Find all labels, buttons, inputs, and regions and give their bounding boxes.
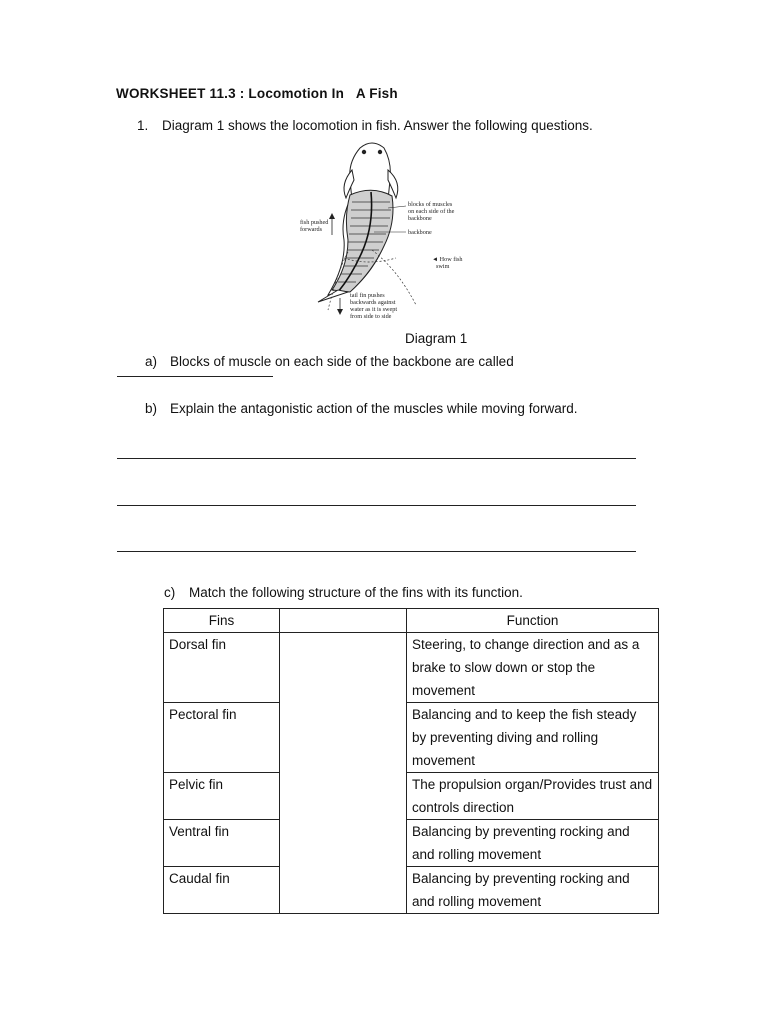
question-c-label: c): [164, 585, 176, 600]
match-area[interactable]: [280, 820, 407, 867]
label-pushed-1: fish pushed: [300, 219, 329, 226]
question-a: [145, 354, 514, 369]
question-1: [137, 118, 593, 133]
fin-name: Ventral fin: [164, 820, 280, 867]
fin-function: Balancing and to keep the fish steady by preventing diving and rolling movement: [407, 703, 659, 773]
table-row: [164, 633, 659, 703]
fish-eye-right: [378, 150, 382, 154]
header-function: Function: [407, 609, 659, 633]
fin-name: Caudal fin: [164, 867, 280, 914]
fin-name: Pectoral fin: [164, 703, 280, 773]
fin-function: Balancing by preventing rocking and and rolling movement: [407, 867, 659, 914]
table-row: [164, 867, 659, 914]
question-c-text: Match the following structure of the fins with its function.: [189, 585, 523, 600]
fin-name: Pelvic fin: [164, 773, 280, 820]
match-area[interactable]: [280, 773, 407, 820]
label-backbone: backbone: [408, 229, 432, 236]
muscle-blocks: [332, 190, 393, 292]
label-blocks-2: on each side of the: [408, 208, 455, 215]
match-area[interactable]: [280, 703, 407, 773]
backward-arrow-head: [337, 309, 343, 315]
forward-arrow-head: [329, 213, 335, 219]
table-row: [164, 773, 659, 820]
fin-function: Balancing by preventing rocking and and rolling movement: [407, 820, 659, 867]
label-tail-4: from side to side: [350, 313, 392, 320]
question-1-text: Diagram 1 shows the locomotion in fish. Answer the following questions.: [162, 118, 593, 133]
label-tail-3: water as it is swept: [350, 306, 398, 313]
header-blank: [280, 609, 407, 633]
question-b-label: b): [145, 401, 158, 416]
table-header-row: [164, 609, 659, 633]
tail-fin: [318, 290, 348, 302]
fin-function: Steering, to change direction and as a brake to slow down or stop the movement: [407, 633, 659, 703]
question-a-label: a): [145, 354, 158, 369]
match-area[interactable]: [280, 633, 407, 703]
match-area[interactable]: [280, 867, 407, 914]
label-tail-1: tail fin pushes: [350, 292, 385, 299]
question-c: [164, 585, 523, 600]
answer-line-b-3[interactable]: [117, 551, 636, 552]
diagram-caption: Diagram 1: [405, 331, 468, 346]
label-swim-1: ◄ How fish: [432, 256, 463, 263]
fish-locomotion-diagram: [288, 140, 478, 325]
label-pushed-2: forwards: [300, 226, 322, 233]
table-row: [164, 820, 659, 867]
right-pectoral-fin: [388, 170, 398, 198]
answer-line-b-2[interactable]: [117, 505, 636, 506]
label-blocks-1: blocks of muscles: [408, 201, 453, 208]
label-swim-2: swim: [436, 263, 450, 270]
fish-eye-left: [362, 150, 366, 154]
answer-line-a[interactable]: [117, 376, 273, 377]
fin-name: Dorsal fin: [164, 633, 280, 703]
fin-function: The propulsion organ/Provides trust and controls direction: [407, 773, 659, 820]
question-a-text: Blocks of muscle on each side of the backbone are called: [170, 354, 514, 369]
table-row: [164, 703, 659, 773]
answer-line-b-1[interactable]: [117, 458, 636, 459]
question-b-text: Explain the antagonistic action of the muscles while moving forward.: [170, 401, 578, 416]
label-blocks-3: backbone: [408, 215, 432, 222]
question-1-number: 1.: [137, 118, 149, 133]
fins-matching-table: [163, 608, 659, 914]
header-fins: Fins: [164, 609, 280, 633]
question-b: [145, 401, 577, 416]
worksheet-title: WORKSHEET 11.3 : Locomotion In A Fish: [116, 86, 398, 101]
label-tail-2: backwards against: [350, 299, 396, 306]
